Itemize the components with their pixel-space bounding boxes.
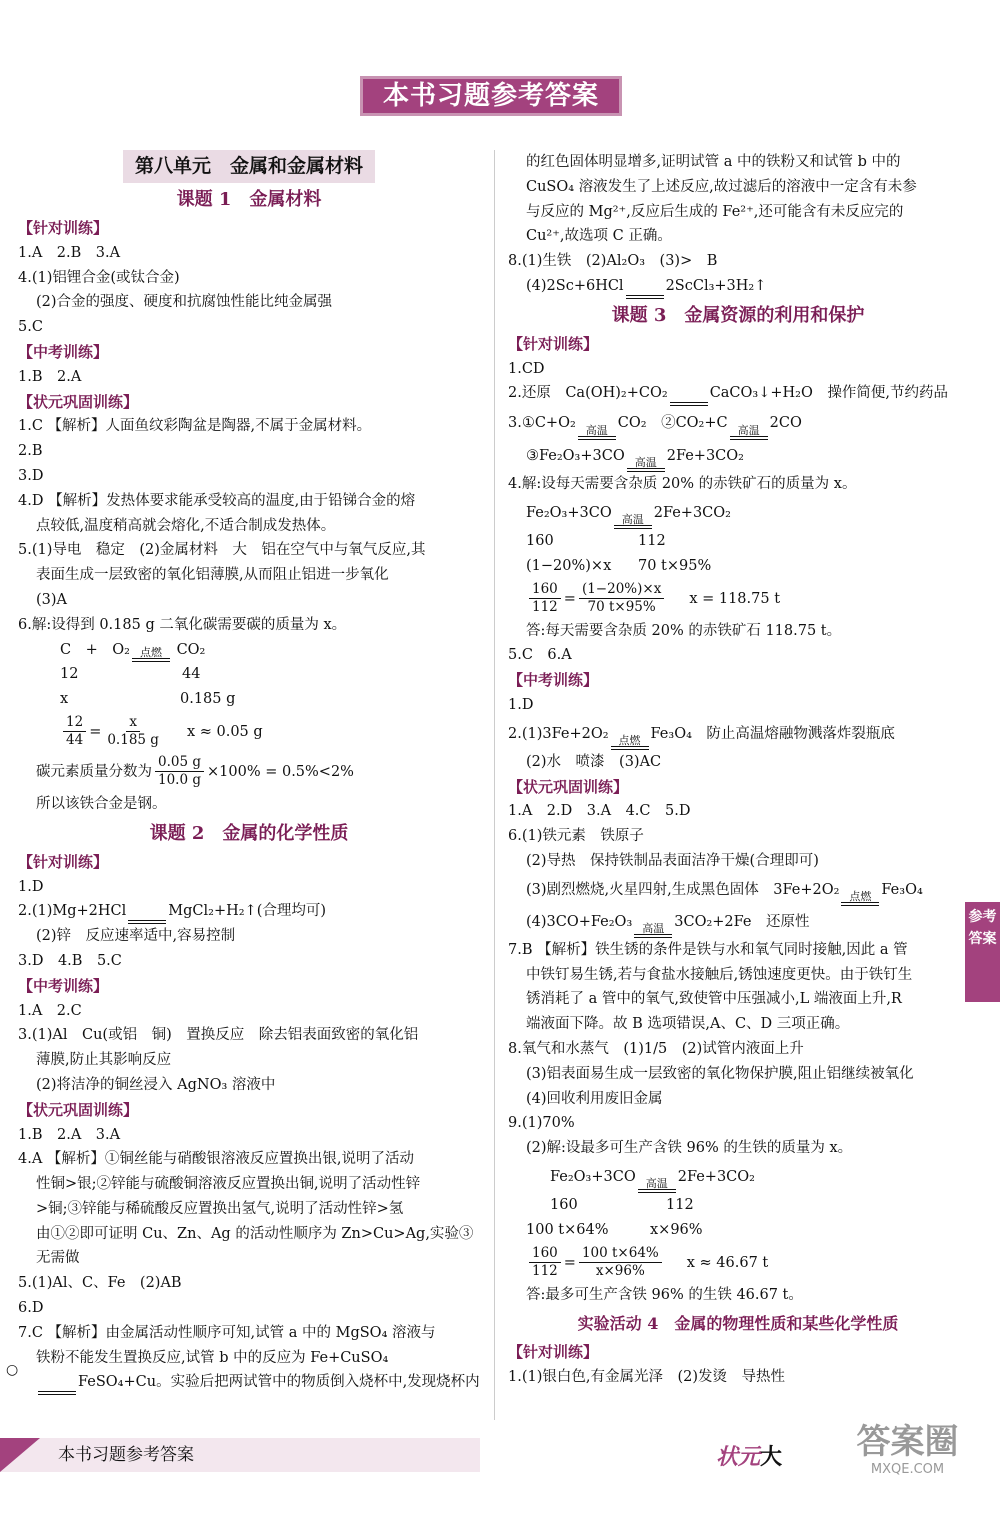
answer-line: 端液面下降。故 B 选项错误,A、C、D 三项正确。 xyxy=(526,1016,850,1033)
answer-line: 由①②即可证明 Cu、Zn、Ag 的活动性顺序为 Zn>Cu>Ag,实验③ xyxy=(36,1225,474,1242)
mass-row xyxy=(508,1218,968,1243)
answer-line: 5.(1)导电 稳定 (2)金属材料 大 铝在空气中与氧气反应,其 xyxy=(18,542,426,559)
reaction-arrow xyxy=(132,647,170,662)
mass-value: 112 xyxy=(666,1196,694,1213)
mass-value: 0.185 g xyxy=(180,691,236,708)
answer-line: 5.C 6.A xyxy=(508,647,572,664)
answer-line: (4)回收利用废旧金属 xyxy=(526,1090,663,1107)
section-gonggu: 【状元巩固训练】 xyxy=(508,777,629,796)
topic2-title: 课题 2 金属的化学性质 xyxy=(149,822,349,844)
proportion: $\frac{160}{112}$ = $\frac{100 t\times 64\%}{x\times 96\%}$ x ≈ 46.67 t xyxy=(508,1243,968,1283)
eq-right: 2ScCl₃+3H₂↑ xyxy=(665,277,767,294)
denominator: 44 xyxy=(66,732,84,749)
eq-right: 2Fe+3CO₂ xyxy=(666,448,744,465)
activity-title: 实验活动 4 金属的物理性质和某些化学性质 xyxy=(577,1314,899,1334)
section-zhongkao: 【中考训练】 xyxy=(18,342,109,361)
answer-line: 1.A 2.C xyxy=(18,1002,82,1019)
numerator: (1−20%)×x xyxy=(579,581,664,599)
fraction xyxy=(529,1245,561,1280)
eq-left: (3)剧烈燃烧,火星四射,生成黑色固体 3Fe+2O₂ xyxy=(526,881,840,898)
reaction-condition: 高温 xyxy=(642,921,665,935)
answer-line: 表面生成一层致密的氧化铝薄膜,从而阻止铝进一步氧化 xyxy=(36,567,389,584)
eq-left: ③Fe₂O₃+3CO xyxy=(526,448,625,465)
reaction-arrow xyxy=(611,735,649,750)
answer-line: 5.(1)Al、C、Fe (2)AB xyxy=(18,1275,182,1292)
answer-line: 6.解:设得到 0.185 g 二氧化碳需要碳的质量为 x。 xyxy=(18,616,347,633)
answer-line: 5.C xyxy=(18,319,43,336)
reaction-arrow xyxy=(578,425,616,440)
answer-line: 1.(1)银白色,有金属光泽 (2)发烫 导热性 xyxy=(508,1369,786,1386)
eq-right: CO₂ ②CO₂+C xyxy=(617,415,728,432)
equation xyxy=(18,638,480,663)
equation xyxy=(508,497,968,529)
answer-line: 6.(1)铁元素 铁原子 xyxy=(508,828,644,845)
answer-line: 4.A 【解析】①铜丝能与硝酸银溶液反应置换出银,说明了活动 xyxy=(18,1151,415,1168)
column-divider xyxy=(494,150,495,1420)
reaction-arrow xyxy=(38,1391,76,1395)
section-zhongkao: 【中考训练】 xyxy=(508,671,599,690)
answer-line: 薄膜,防止其影响反应 xyxy=(36,1052,172,1069)
mass-row xyxy=(18,687,480,712)
reaction-arrow xyxy=(638,1178,676,1193)
eq-left: C + O₂ xyxy=(60,641,130,658)
eq-left: Fe₂O₃+3CO xyxy=(550,1168,636,1185)
footer-triangle xyxy=(0,1438,40,1472)
fraction xyxy=(155,754,204,789)
equation xyxy=(508,440,968,472)
answer-line: 1.B 2.A xyxy=(18,368,82,385)
eq-right: 2Fe+3CO₂ xyxy=(677,1168,755,1185)
equation xyxy=(508,274,968,299)
mass-value: 112 xyxy=(638,532,666,549)
answer-line: 性铜>银;②锌能与硫酸铜溶液反应置换出铜,说明了活动性锌 xyxy=(36,1176,421,1193)
answer-line: Cu²⁺,故选项 C 正确。 xyxy=(526,228,672,245)
answer-line: 7.C 【解析】由金属活动性顺序可知,试管 a 中的 MgSO₄ 溶液与 xyxy=(18,1324,436,1341)
fraction xyxy=(104,714,162,749)
answer-text: FeSO₄+Cu。实验后把两试管中的物质倒入烧杯中,发现烧杯内 xyxy=(78,1374,480,1391)
answer-line: 无需做 xyxy=(36,1250,80,1267)
denominator: x×96% xyxy=(595,1263,645,1279)
section-zhongkao: 【中考训练】 xyxy=(18,976,109,995)
answer-line: 与反应的 Mg²⁺,反应后生成的 Fe²⁺,还可能含有未反应完的 xyxy=(526,203,904,220)
answer-line: 2.B xyxy=(18,443,43,460)
answer-line: 中铁钉易生锈,若与食盐水接触后,锈蚀速度更快。由于铁钉生 xyxy=(526,966,913,983)
equation xyxy=(508,874,968,906)
proportion: $\frac{160}{112}$ = $\frac{(1-20\%)\times x}{70 t\times 95\%}$ x = 118.75 t xyxy=(508,579,968,619)
answer-line: 3.D xyxy=(18,467,44,484)
equation xyxy=(508,406,968,440)
answer-line: 1.D xyxy=(18,878,44,895)
equation xyxy=(508,718,968,750)
denominator: 10.0 g xyxy=(158,772,201,789)
answer-line: 答:每天需要含杂质 20% 的赤铁矿石 118.75 t。 xyxy=(526,622,842,639)
watermark xyxy=(820,1422,995,1477)
numerator: 0.05 g xyxy=(155,754,204,772)
section-gonggu: 【状元巩固训练】 xyxy=(18,1100,139,1119)
reaction-condition: 高温 xyxy=(585,424,608,438)
answer-line: 1.D xyxy=(508,696,534,713)
section-zhendui: 【针对训练】 xyxy=(508,1343,599,1362)
answer-line: 3.D 4.B 5.C xyxy=(18,952,122,969)
eq-left: 2.(1)Mg+2HCl xyxy=(18,903,127,920)
watermark-url: MXQE.COM xyxy=(870,1462,945,1477)
reaction-condition: 高温 xyxy=(621,512,644,526)
denominator: 0.185 g xyxy=(107,732,159,749)
page-footer xyxy=(0,1422,1000,1478)
eq-right: CO₂ xyxy=(176,641,206,658)
equation xyxy=(18,1370,480,1395)
brand-suffix: 大 xyxy=(760,1444,783,1470)
eq-right: 2CO xyxy=(769,415,802,432)
brand-logo xyxy=(716,1440,782,1471)
answer-line: 9.(1)70% xyxy=(508,1115,575,1132)
reaction-condition: 点燃 xyxy=(139,646,162,660)
reaction-condition: 高温 xyxy=(737,424,760,438)
page-banner: 本书习题参考答案 xyxy=(360,76,622,116)
left-column xyxy=(18,150,480,1395)
eq-right: Fe₃O₄ xyxy=(881,881,923,898)
denominator: 112 xyxy=(532,1263,558,1279)
calc-result: ×100% = 0.5%<2% xyxy=(207,763,354,780)
side-tab-answers: 参考答案 xyxy=(965,902,1000,1002)
eq-left: (4)2Sc+6HCl xyxy=(526,277,624,294)
mass-value: 160 xyxy=(526,532,554,549)
reaction-arrow xyxy=(634,923,672,938)
answer-line: 4.D 【解析】发热体要求能承受较高的温度,由于铅锑合金的熔 xyxy=(18,492,416,509)
reaction-condition: 点燃 xyxy=(849,889,872,903)
fraction xyxy=(529,581,561,616)
answer-line: 8.(1)生铁 (2)Al₂O₃ (3)> B xyxy=(508,253,718,270)
unit-title xyxy=(18,150,480,183)
answer-line: 4.(1)铝锂合金(或钛合金) xyxy=(18,269,180,286)
denominator: 70 t×95% xyxy=(587,599,656,616)
answer-line: (2)将洁净的铜丝浸入 AgNO₃ 溶液中 xyxy=(36,1076,276,1093)
answer-line: 8.氧气和水蒸气 (1)1/5 (2)试管内液面上升 xyxy=(508,1040,804,1057)
result: x ≈ 46.67 t xyxy=(686,1254,769,1271)
reaction-condition: 高温 xyxy=(634,456,657,470)
answer-line: 所以该铁合金是钢。 xyxy=(36,795,167,812)
result: x ≈ 0.05 g xyxy=(186,723,263,740)
answer-line: 3.(1)Al Cu(或铝 铜) 置换反应 除去铝表面致密的氧化铝 xyxy=(18,1027,419,1044)
numerator: 100 t×64% xyxy=(579,1245,662,1263)
eq-right: Fe₃O₄ 防止高温熔融物溅落炸裂瓶底 xyxy=(650,725,895,742)
mass-value: x xyxy=(60,691,69,708)
eq-left: 3.①C+O₂ xyxy=(508,415,576,432)
answer-line: 的红色固体明显增多,证明试管 a 中的铁粉又和试管 b 中的 xyxy=(526,154,901,170)
fraction xyxy=(579,581,664,616)
mass-row xyxy=(508,529,968,554)
equation xyxy=(18,899,480,924)
equation xyxy=(508,906,968,938)
reaction-arrow xyxy=(614,514,652,529)
answer-line: (2)导热 保持铁制品表面洁净干燥(合理即可) xyxy=(526,852,819,869)
unit-title-text: 第八单元 金属和金属材料 xyxy=(123,150,375,183)
calc-label: 碳元素质量分数为 xyxy=(36,763,152,780)
numerator: 12 xyxy=(63,714,86,732)
mass-value: (1−20%)×x xyxy=(526,557,612,574)
mass-value: 100 t×64% xyxy=(526,1221,609,1238)
reaction-arrow xyxy=(627,457,665,472)
eq-left: 2.还原 Ca(OH)₂+CO₂ xyxy=(508,385,668,402)
mass-row xyxy=(18,662,480,687)
mass-value: 44 xyxy=(182,666,201,683)
answer-line: (3)铝表面易生成一层致密的氧化物保护膜,阻止铝继续被氧化 xyxy=(526,1065,914,1082)
equation xyxy=(508,381,968,406)
numerator: x xyxy=(126,714,140,732)
answer-line: 1.A 2.D 3.A 4.C 5.D xyxy=(508,803,691,820)
section-zhendui: 【针对训练】 xyxy=(18,852,109,871)
mass-value: x×96% xyxy=(650,1221,703,1238)
answer-line: 答:最多可生产含铁 96% 的生铁 46.67 t。 xyxy=(526,1286,803,1303)
mass-row xyxy=(508,1193,968,1218)
answer-line: 7.B 【解析】铁生锈的条件是铁与水和氧气同时接触,因此 a 管 xyxy=(508,941,908,958)
answer-line: 4.解:设每天需要含杂质 20% 的赤铁矿石的质量为 x。 xyxy=(508,476,857,493)
answer-line: 锈消耗了 a 管中的氧气,致使管中压强减小,L 端液面上升,R xyxy=(526,991,902,1008)
eq-right: MgCl₂+H₂↑(合理均可) xyxy=(168,903,327,920)
reaction-condition: 高温 xyxy=(645,1176,668,1190)
topic1-title: 课题 1 金属材料 xyxy=(176,189,322,210)
answer-line: (2)解:设最多可生产含铁 96% 的生铁的质量为 x。 xyxy=(526,1140,853,1157)
mass-row xyxy=(508,554,968,579)
numerator: 160 xyxy=(529,1245,561,1263)
section-gonggu: 【状元巩固训练】 xyxy=(18,392,139,411)
watermark-title: 答案圈 xyxy=(856,1422,959,1462)
proportion: $\frac{12}{44}$ = $\frac{x}{0.185 g}$ x ≈ 0.05 g xyxy=(18,712,480,752)
eq-right: 3CO₂+2Fe 还原性 xyxy=(674,913,810,930)
answer-line: 1.C 【解析】人面鱼纹彩陶盆是陶器,不属于金属材料。 xyxy=(18,418,372,435)
equation xyxy=(508,1161,968,1193)
answer-line: 1.CD xyxy=(508,360,545,377)
equal-sign xyxy=(841,902,879,906)
equal-sign xyxy=(38,1391,76,1395)
answer-line: (2)水 喷漆 (3)AC xyxy=(526,753,662,770)
denominator: 112 xyxy=(532,599,558,616)
eq-right: CaCO₃↓+H₂O 操作简便,节约药品 xyxy=(709,385,948,402)
reaction-arrow xyxy=(730,425,768,440)
answer-line: 铁粉不能发生置换反应,试管 b 中的反应为 Fe+CuSO₄ xyxy=(36,1349,389,1366)
answer-line: 1.B 2.A 3.A xyxy=(18,1126,121,1143)
answer-line: CuSO₄ 溶液发生了上述反应,故过滤后的溶液中一定含有未参 xyxy=(526,178,917,195)
mass-value: 70 t×95% xyxy=(638,557,712,574)
section-zhendui: 【针对训练】 xyxy=(508,334,599,353)
answer-line: 6.D xyxy=(18,1300,44,1317)
eq-left: Fe₂O₃+3CO xyxy=(526,504,612,521)
fraction xyxy=(63,714,86,749)
eq-right: 2Fe+3CO₂ xyxy=(653,504,731,521)
fraction xyxy=(579,1245,662,1280)
answer-line: (2)锌 反应速率适中,容易控制 xyxy=(36,928,236,945)
result: x = 118.75 t xyxy=(689,590,781,607)
answer-line: 1.A 2.B 3.A xyxy=(18,244,121,261)
topic3-title: 课题 3 金属资源的利用和保护 xyxy=(611,304,865,326)
eq-left: (4)3CO+Fe₂O₃ xyxy=(526,913,633,930)
percentage-calc xyxy=(18,752,480,792)
eq-left: 2.(1)3Fe+2O₂ xyxy=(508,725,609,742)
answer-line: (3)A xyxy=(36,591,68,608)
answer-line: >铜;③锌能与稀硫酸反应置换出氢气,说明了活动性锌>氢 xyxy=(36,1200,404,1217)
mass-value: 12 xyxy=(60,666,79,683)
footer-title: 本书习题参考答案 xyxy=(58,1445,194,1465)
reaction-arrow xyxy=(841,891,879,906)
right-column xyxy=(508,150,968,1390)
section-zhendui: 【针对训练】 xyxy=(18,219,109,237)
brand-name: 状元 xyxy=(716,1444,761,1470)
reaction-condition: 点燃 xyxy=(618,733,641,747)
mass-value: 160 xyxy=(550,1196,578,1213)
answer-line: (2)合金的强度、硬度和抗腐蚀性能比纯金属强 xyxy=(36,294,333,311)
numerator: 160 xyxy=(529,581,561,599)
page-mark: ○ xyxy=(6,1362,19,1378)
answer-line: 点较低,温度稍高就会熔化,不适合制成发热体。 xyxy=(36,517,336,534)
